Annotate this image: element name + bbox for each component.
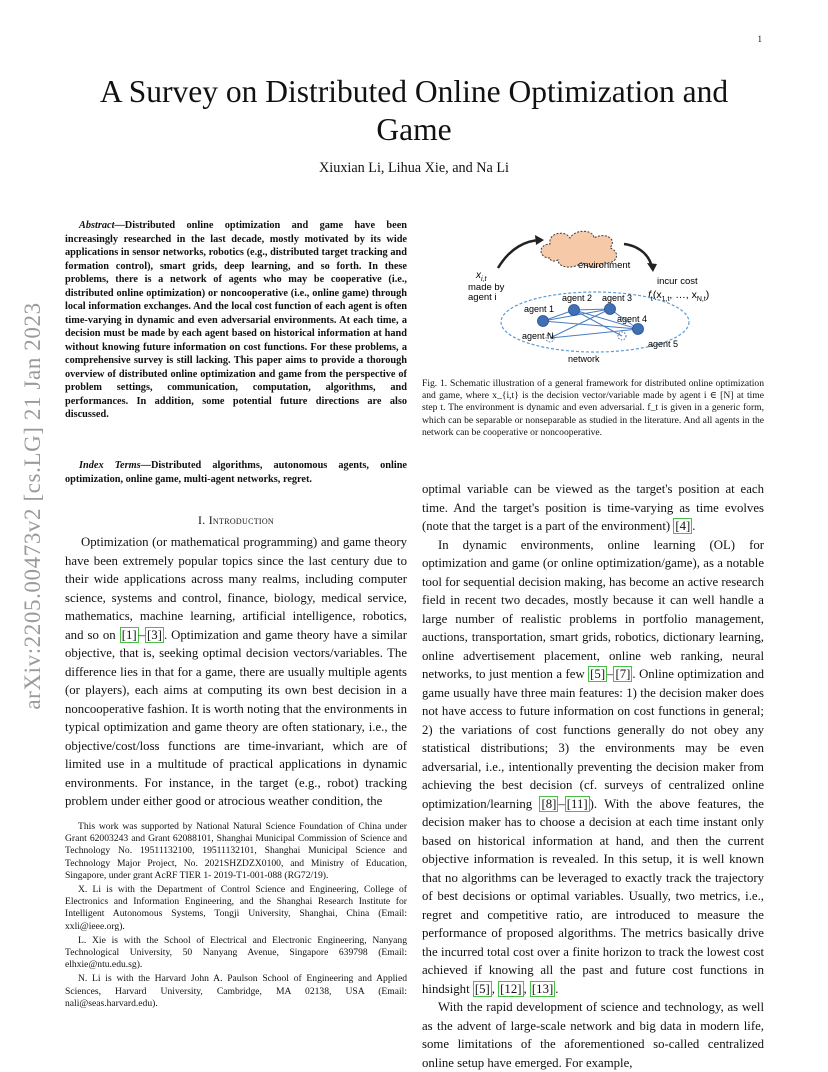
intro-right-column bbox=[422, 480, 764, 1072]
citation-link[interactable]: [12] bbox=[500, 981, 522, 996]
cost-args: (x bbox=[652, 289, 662, 301]
citation-dash: – bbox=[607, 667, 614, 681]
citation-link[interactable]: [3] bbox=[147, 627, 162, 642]
punct: . bbox=[692, 519, 696, 533]
citation-link[interactable]: [8] bbox=[541, 796, 557, 811]
citation-dash: – bbox=[138, 627, 146, 642]
section-number: I. bbox=[197, 513, 206, 527]
index-terms bbox=[65, 459, 407, 486]
agent-3-label: agent 3 bbox=[602, 293, 633, 303]
page-number: 1 bbox=[757, 34, 762, 44]
citation-link[interactable]: [11] bbox=[566, 796, 588, 811]
intro-text: . Optimization and game theory have a similar objective, that is, seeking optimal decision vectors/variables. The difference lies in that for a game, there are usually multiple agents (or players), each aims at computing its own best decision in a noncooperative fashion. It is worth noting that the environments in typical optimization and game theory are often stationary, i.e., the objective/cost/loss functions are time-invariant, which are of limited use in a multitude of practical applications in dynamic environments. For instance, in the target (e.g., robot) tracking problem under either good or atrocious weather condition, the bbox=[65, 627, 407, 808]
punct: , bbox=[523, 981, 530, 996]
agent-4-label: agent 4 bbox=[617, 314, 648, 324]
agent-3-node bbox=[605, 304, 616, 315]
footnote-funding: This work was supported by National Natural Science Foundation of China under Grant 62003243 and Grant 62088101, Shanghai Municipal Commission of Science and Technology No. 19511132100, 19511132101, Shanghai Municipal Science and Technology Major Project, No. 2021SHZDZX0100, and Ministry of Education, Singapore, under grant AcRF TIER 1- 2019-T1-001-088 (RG72/19). bbox=[65, 821, 407, 881]
caption-text: Schematic illustration of a general framework for distributed online optimization and game, where x_{i,t} is the decision vector/variable made by agent i ∈ [N] at time step t. The environment is dynamic and even adversarial. f_t is given in a generic form, which can be separable or nonseparable as studied in the literature. And all agents in the network can be cooperative or noncooperative. bbox=[422, 378, 765, 438]
x-subscript: i,t bbox=[481, 276, 487, 283]
citation-link[interactable]: [5] bbox=[474, 981, 490, 996]
cost-sub: t bbox=[650, 296, 653, 303]
footnote-author: X. Li is with the Department of Control Science and Engineering, College of Electronics and Information Engineering, and the Shanghai Research Institute for Intelligent Autonomous Systems, Tongji University, Shanghai, China (Email: xxli@ieee.org). bbox=[65, 884, 407, 932]
arrowhead-icon bbox=[535, 235, 544, 245]
network-label: network bbox=[568, 354, 600, 364]
body-text: optimal variable can be viewed as the target's position at each time. And the target's position is time-varying as time evolves (note that the target is a part of the environment) bbox=[422, 482, 764, 533]
agent-2-label: agent 2 bbox=[562, 293, 593, 303]
punct: , bbox=[491, 981, 499, 996]
left-arrow-icon bbox=[498, 240, 542, 268]
footnote-author: N. Li is with the Harvard John A. Paulson School of Engineering and Applied Sciences, Harvard University, Cambridge, MA 02138, USA (Email: nali@seas.harvard.edu). bbox=[65, 973, 407, 1009]
agent-5-label: agent 5 bbox=[648, 339, 679, 349]
arxiv-id: arXiv:2205.00473v2 [cs.LG] 21 Jan 2023 bbox=[20, 302, 45, 710]
cost-f: f bbox=[648, 289, 651, 301]
cost-sub: 1,t bbox=[661, 296, 670, 303]
agent-n-label: agent N bbox=[522, 331, 554, 341]
cost-end: ) bbox=[705, 289, 710, 301]
section-heading bbox=[65, 513, 407, 528]
citation-link[interactable]: [13] bbox=[531, 981, 554, 996]
arrowhead-icon bbox=[647, 263, 657, 272]
arxiv-watermark bbox=[19, 266, 47, 746]
section-title: Introduction bbox=[208, 513, 275, 527]
citation-link[interactable]: [7] bbox=[615, 667, 631, 681]
footnotes bbox=[65, 821, 407, 1012]
caption-label: Fig. 1. bbox=[422, 378, 448, 389]
figure-caption bbox=[422, 378, 764, 439]
punct: . bbox=[555, 981, 559, 996]
figure-diagram bbox=[440, 226, 760, 368]
cost-function-label bbox=[648, 289, 709, 303]
citation-link[interactable]: [5] bbox=[590, 667, 606, 681]
body-text: . Online optimization and game usually have three main features: 1) the decision maker does not have access to future information on cost functions in general; 2) the variations of cost functions generally do not obey any statistical distributions; 3) the environments may be even adversarial, i.e., intentionally preventing the decision maker from achieving the best decision (cf. surveys of centralized online optimization/learning bbox=[422, 667, 764, 811]
intro-left-column bbox=[65, 533, 407, 811]
incur-cost-label: incur cost bbox=[657, 276, 698, 287]
agent-1-label: agent 1 bbox=[524, 304, 555, 314]
abstract-label: Abstract bbox=[79, 220, 115, 231]
paper-authors: Xiuxian Li, Lihua Xie, and Na Li bbox=[319, 160, 509, 176]
agent-1-node bbox=[538, 316, 549, 327]
x-symbol: x bbox=[476, 270, 481, 281]
environment-label: environment bbox=[578, 260, 631, 271]
agent-2-node bbox=[569, 305, 580, 316]
index-terms-label: Index Terms bbox=[79, 460, 141, 471]
intro-text: Optimization (or mathematical programming) and game theory have been extremely popular topics since the last century due to their wide applications across many realms, including computer science, systems and control, finance, biology, medical service, mathematics, machine learning, artificial intelligence, robotics, and so on bbox=[65, 535, 407, 642]
cost-sub: N,t bbox=[696, 296, 706, 303]
made-by-label: made by bbox=[468, 282, 505, 293]
agent-i-label: agent i bbox=[468, 292, 497, 303]
cost-mid: , …, x bbox=[669, 289, 697, 301]
citation-link[interactable]: [4] bbox=[675, 519, 691, 533]
body-text: In dynamic environments, online learning (OL) for optimization and game (or online optimization/game), as a notable tool for sequential decision making, has become an active research field in recent two decades, mostly because it can well handle a large number of realistic problems in portfolio management, auctions, transportation, smart grids, robotics, dictionary learning, online advertisement placement, online web ranking, neural networks, to just mention a few bbox=[422, 537, 764, 681]
citation-link[interactable]: [1] bbox=[121, 627, 137, 642]
body-text: ). With the above features, the decision maker has to choose a decision at each time instant only based on historical information at hand, and then the current objective information is revealed. In this setup, it is well known that no algorithms can be leveraged to exactly track the trajectory of best decisions or optimal variables. Usually, two metrics, i.e., regret and competitive ratio, are introduced to measure the performance of proposed algorithms. The metrics basically drive the incurred total cost over a finite horizon to track the lowest cost achieved if knowing all the past and future cost functions in hindsight bbox=[422, 796, 764, 996]
index-terms-text: —Distributed algorithms, autonomous agents, online optimization, online game, multi-agent networks, regret. bbox=[65, 460, 407, 485]
citation-dash: – bbox=[558, 796, 565, 811]
paper-title: A Survey on Distributed Online Optimization and Game bbox=[99, 74, 729, 147]
abstract-text: —Distributed online optimization and game have been increasingly researched in the last decade, mostly motivated by its wide applications in sensor networks, robotics (e.g., distributed target tracking and formation control), smart grids, deep learning, and so forth. In these problems, there is a network of agents who may be cooperative (i.e., distributed online optimization) or noncooperative (i.e., online game) through local information exchanges. And the local cost function of each agent is often time-varying in dynamic and even adversarial environments. At each time, a decision must be made by each agent based on historical information at hand without knowing future information on cost functions. For these problems, a comprehensive survey is still lacking. This paper aims to provide a thorough overview of distributed online optimization and game from the perspective of problem settings, communication, computation, algorithms, and performances. In addition, some potential future directions are also discussed. bbox=[65, 220, 407, 420]
body-text: With the rapid development of science and technology, as well as the advent of large-scale network and big data in modern life, some limitations of the aforementioned so-called centralized online setup have emerged. For example, bbox=[422, 1000, 764, 1070]
agent-4-node bbox=[633, 324, 644, 335]
abstract bbox=[65, 219, 407, 422]
footnote-author: L. Xie is with the School of Electrical and Electronic Engineering, Nanyang Technological University, 50 Nanyang Avenue, Singapore 639798 (Email: elhxie@ntu.edu.sg). bbox=[65, 934, 407, 971]
